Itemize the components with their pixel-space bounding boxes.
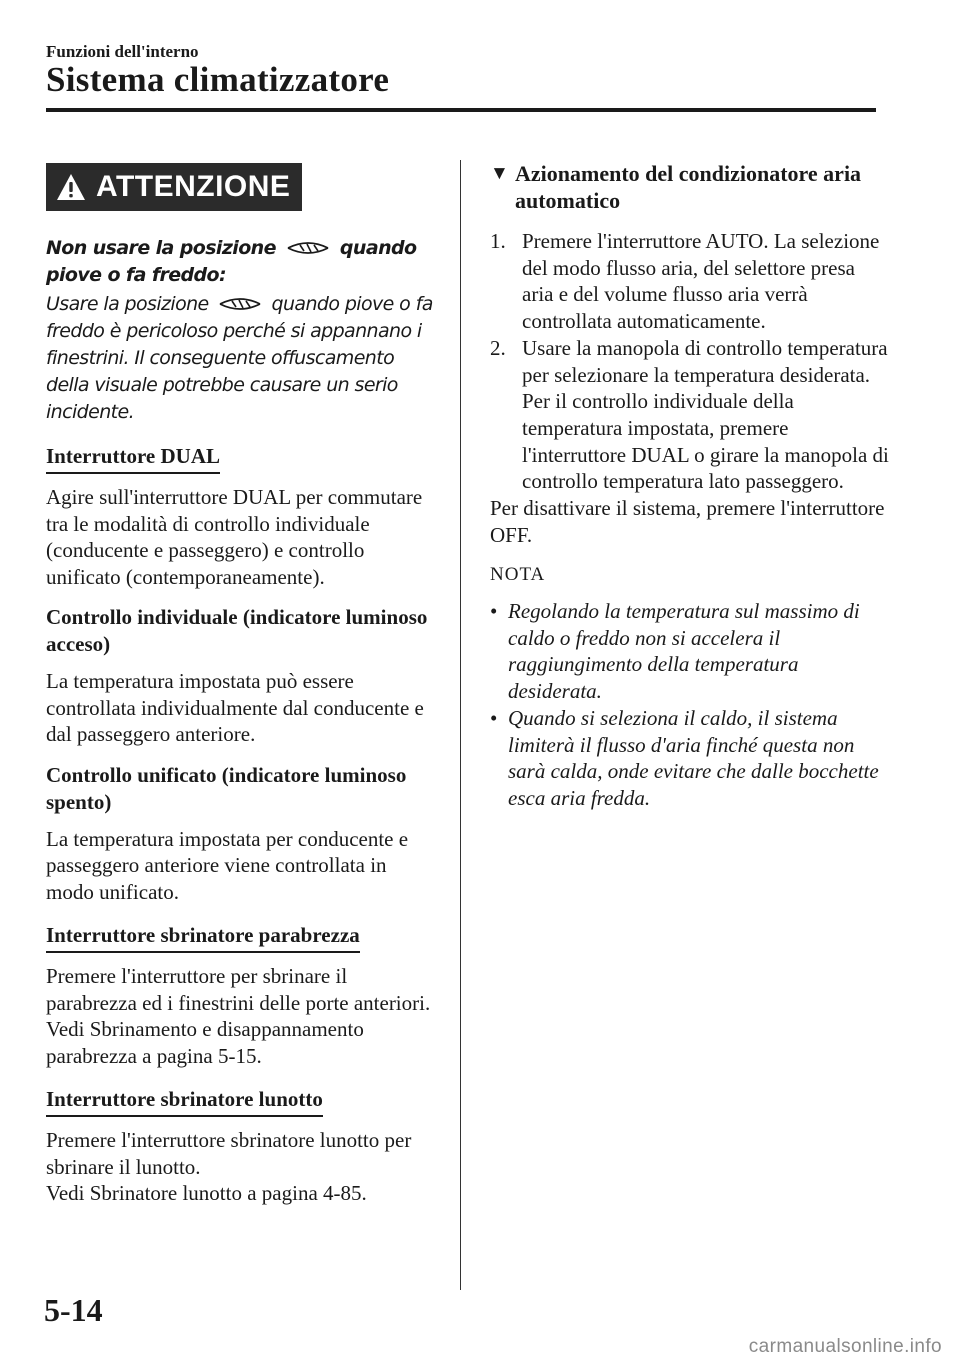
rear-reference: Vedi Sbrinatore lunotto a pagina 4-85.	[46, 1181, 367, 1205]
windshield-vent-icon	[285, 239, 331, 257]
header-divider	[46, 108, 876, 112]
warning-label: ATTENZIONE	[96, 170, 291, 203]
warning-body	[46, 235, 438, 426]
bullet-icon: •	[490, 599, 498, 624]
unified-control-text: La temperatura impostata per conducente e passeggero anteriore viene controllata in modo unificato.	[46, 826, 409, 904]
section-label: Funzioni dell'interno	[46, 42, 199, 61]
left-column	[46, 160, 438, 1207]
section-marker-icon: ▼	[490, 163, 509, 184]
windshield-defroster-text: Premere l'interruttore per sbrinare il parabrezza ed i finestrini delle porte anteriori. Vedi Sbrinamento e disappannamento parabrezza a pagina 5-15.	[46, 963, 438, 1069]
bullet-icon: •	[490, 705, 498, 730]
list-item: • Regolando la temperatura sul massimo di caldo o freddo non si accelera il raggiungimento della temperatura desiderata.	[490, 599, 860, 704]
unified-control-heading: Controllo unificato (indicatore luminoso spento)	[46, 762, 407, 814]
right-column	[490, 160, 890, 812]
steps-list	[490, 228, 890, 495]
individual-control-heading: Controllo individuale (indicatore luminoso acceso)	[46, 605, 428, 656]
rear-defroster-text: Premere l'interruttore sbrinatore lunotto per sbrinare il lunotto. Vedi Sbrinatore lunotto a pagina 4-85.	[46, 1127, 438, 1207]
dual-switch-heading: Interruttore DUAL	[46, 442, 220, 474]
warning-heading: Non usare la posizione quando piove o fa freddo:	[46, 237, 417, 286]
windshield-reference: Vedi Sbrinamento e disappannamento parabrezza a pagina 5-15.	[46, 1017, 364, 1068]
auto-ac-section-heading	[490, 160, 890, 214]
windshield-vent-icon	[217, 295, 263, 313]
column-divider	[460, 160, 461, 1290]
warning-icon	[56, 173, 86, 201]
watermark: carmanualsonline.info	[748, 1336, 942, 1357]
list-item: 2. Usare la manopola di controllo temperatura per selezionare la temperatura desiderata. Per il controllo individuale della temperatura impostata, premere l'interruttore DUAL o girare la manopola di controllo temperatura lato passeggero.	[490, 335, 889, 494]
warning-badge	[46, 163, 302, 211]
dual-switch-text: Agire sull'interruttore DUAL per commutare tra le modalità di controllo individuale (conducente e passeggero) e controllo unificato (contemporaneamente).	[46, 485, 423, 589]
page-number: 5-14	[44, 1292, 103, 1328]
off-instruction: Per disattivare il sistema, premere l'interruttore OFF.	[490, 496, 885, 547]
rear-defroster-heading: Interruttore sbrinatore lunotto	[46, 1085, 323, 1117]
list-item: 1. Premere l'interruttore AUTO. La selezione del modo flusso aria, del selettore presa aria e del volume flusso aria verrà controllata automaticamente.	[490, 229, 880, 334]
windshield-defroster-heading: Interruttore sbrinatore parabrezza	[46, 921, 360, 953]
auto-ac-section-title: Azionamento del condizionatore aria automatico	[515, 161, 862, 213]
notes-list	[490, 598, 890, 812]
note-label: NOTA	[490, 564, 546, 586]
list-item: • Quando si seleziona il caldo, il sistema limiterà il flusso d'aria finché questa non sarà calda, onde evitare che dalle bocchette esca aria fredda.	[490, 705, 879, 810]
page-title: Sistema climatizzatore	[46, 60, 390, 99]
warning-text: Usare la posizione quando piove o fa freddo è pericoloso perché si appannano i finestrini. Il conseguente offuscamento della visuale potrebbe causare un serio incidente.	[46, 293, 433, 423]
individual-control-text: La temperatura impostata può essere controllata individualmente dal conducente e dal passeggero anteriore.	[46, 669, 424, 746]
